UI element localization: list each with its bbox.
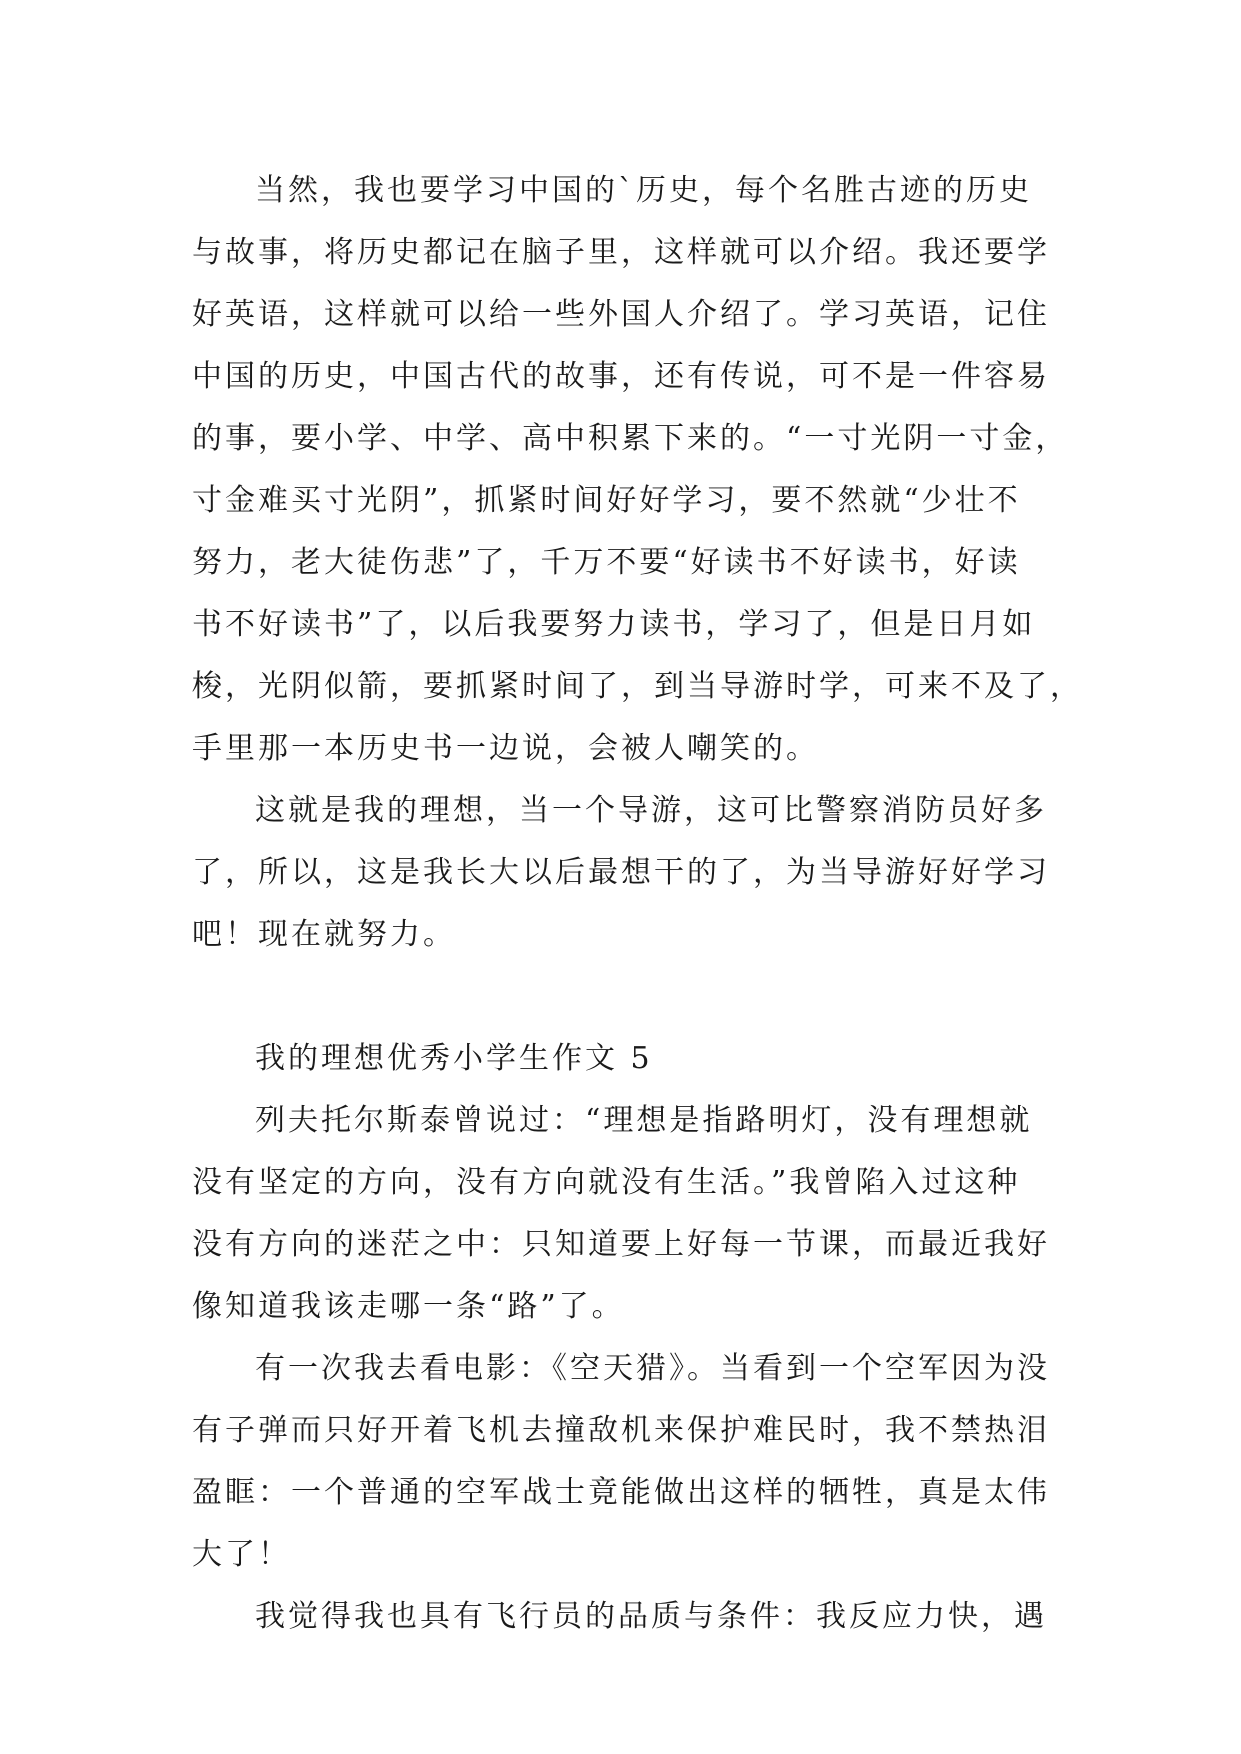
text-line: 这就是我的理想，当一个导游，这可比警察消防员好多 [255, 793, 1047, 828]
essay-title: 我的理想优秀小学生作文 5 [255, 1041, 653, 1076]
text-line: 手里那一本历史书一边说，会被人嘲笑的。 [192, 731, 819, 766]
paragraph-tolstoy-quote [192, 1090, 1052, 1338]
text-line: 有子弹而只好开着飞机去撞敌机来保护难民时，我不禁热泪 [192, 1413, 1050, 1448]
text-line: 了，所以，这是我长大以后最想干的了，为当导游好好学习 [192, 855, 1050, 890]
text-line: 盈眶：一个普通的空军战士竟能做出这样的牺牲，真是太伟 [192, 1475, 1050, 1510]
text-line: 梭，光阴似箭，要抓紧时间了，到当导游时学，可来不及了， [192, 669, 1083, 704]
text-line: 像知道我该走哪一条“路”了。 [192, 1289, 625, 1324]
text-line: 有一次我去看电影：《空天猎》。当看到一个空军因为没 [255, 1351, 1050, 1386]
text-line: 寸金难买寸光阴”，抓紧时间好好学习，要不然就“少壮不 [192, 483, 1021, 518]
text-line: 吧！现在就努力。 [192, 917, 456, 952]
text-line: 没有坚定的方向，没有方向就没有生活。”我曾陷入过这种 [192, 1165, 1021, 1200]
text-line: 努力，老大徒伤悲”了，千万不要“好读书不好读书，好读 [192, 545, 1021, 580]
paragraph-pilot-qualities [192, 1586, 1052, 1648]
section-spacer [192, 966, 1052, 1028]
text-line: 列夫托尔斯泰曾说过：“理想是指路明灯，没有理想就 [255, 1103, 1033, 1138]
text-line: 书不好读书”了，以后我要努力读书，学习了，但是日月如 [192, 607, 1036, 642]
text-line: 我觉得我也具有飞行员的品质与条件：我反应力快，遇 [255, 1599, 1047, 1634]
document-body [192, 160, 1083, 1648]
text-line: 当然，我也要学习中国的`历史，每个名胜古迹的历史 [255, 173, 1032, 208]
text-line: 好英语，这样就可以给一些外国人介绍了。学习英语，记住 [192, 297, 1050, 332]
text-line: 与故事，将历史都记在脑子里，这样就可以介绍。我还要学 [192, 235, 1050, 270]
paragraph-movie-story [192, 1338, 1052, 1586]
text-line: 中国的历史，中国古代的故事，还有传说，可不是一件容易 [192, 359, 1050, 394]
paragraph-history-study [192, 160, 1083, 780]
text-line: 的事，要小学、中学、高中积累下来的。“一寸光阴一寸金， [192, 421, 1069, 456]
text-line: 大了！ [192, 1537, 291, 1572]
text-line: 没有方向的迷茫之中：只知道要上好每一节课，而最近我好 [192, 1227, 1050, 1262]
paragraph-tour-guide-dream [192, 780, 1052, 966]
